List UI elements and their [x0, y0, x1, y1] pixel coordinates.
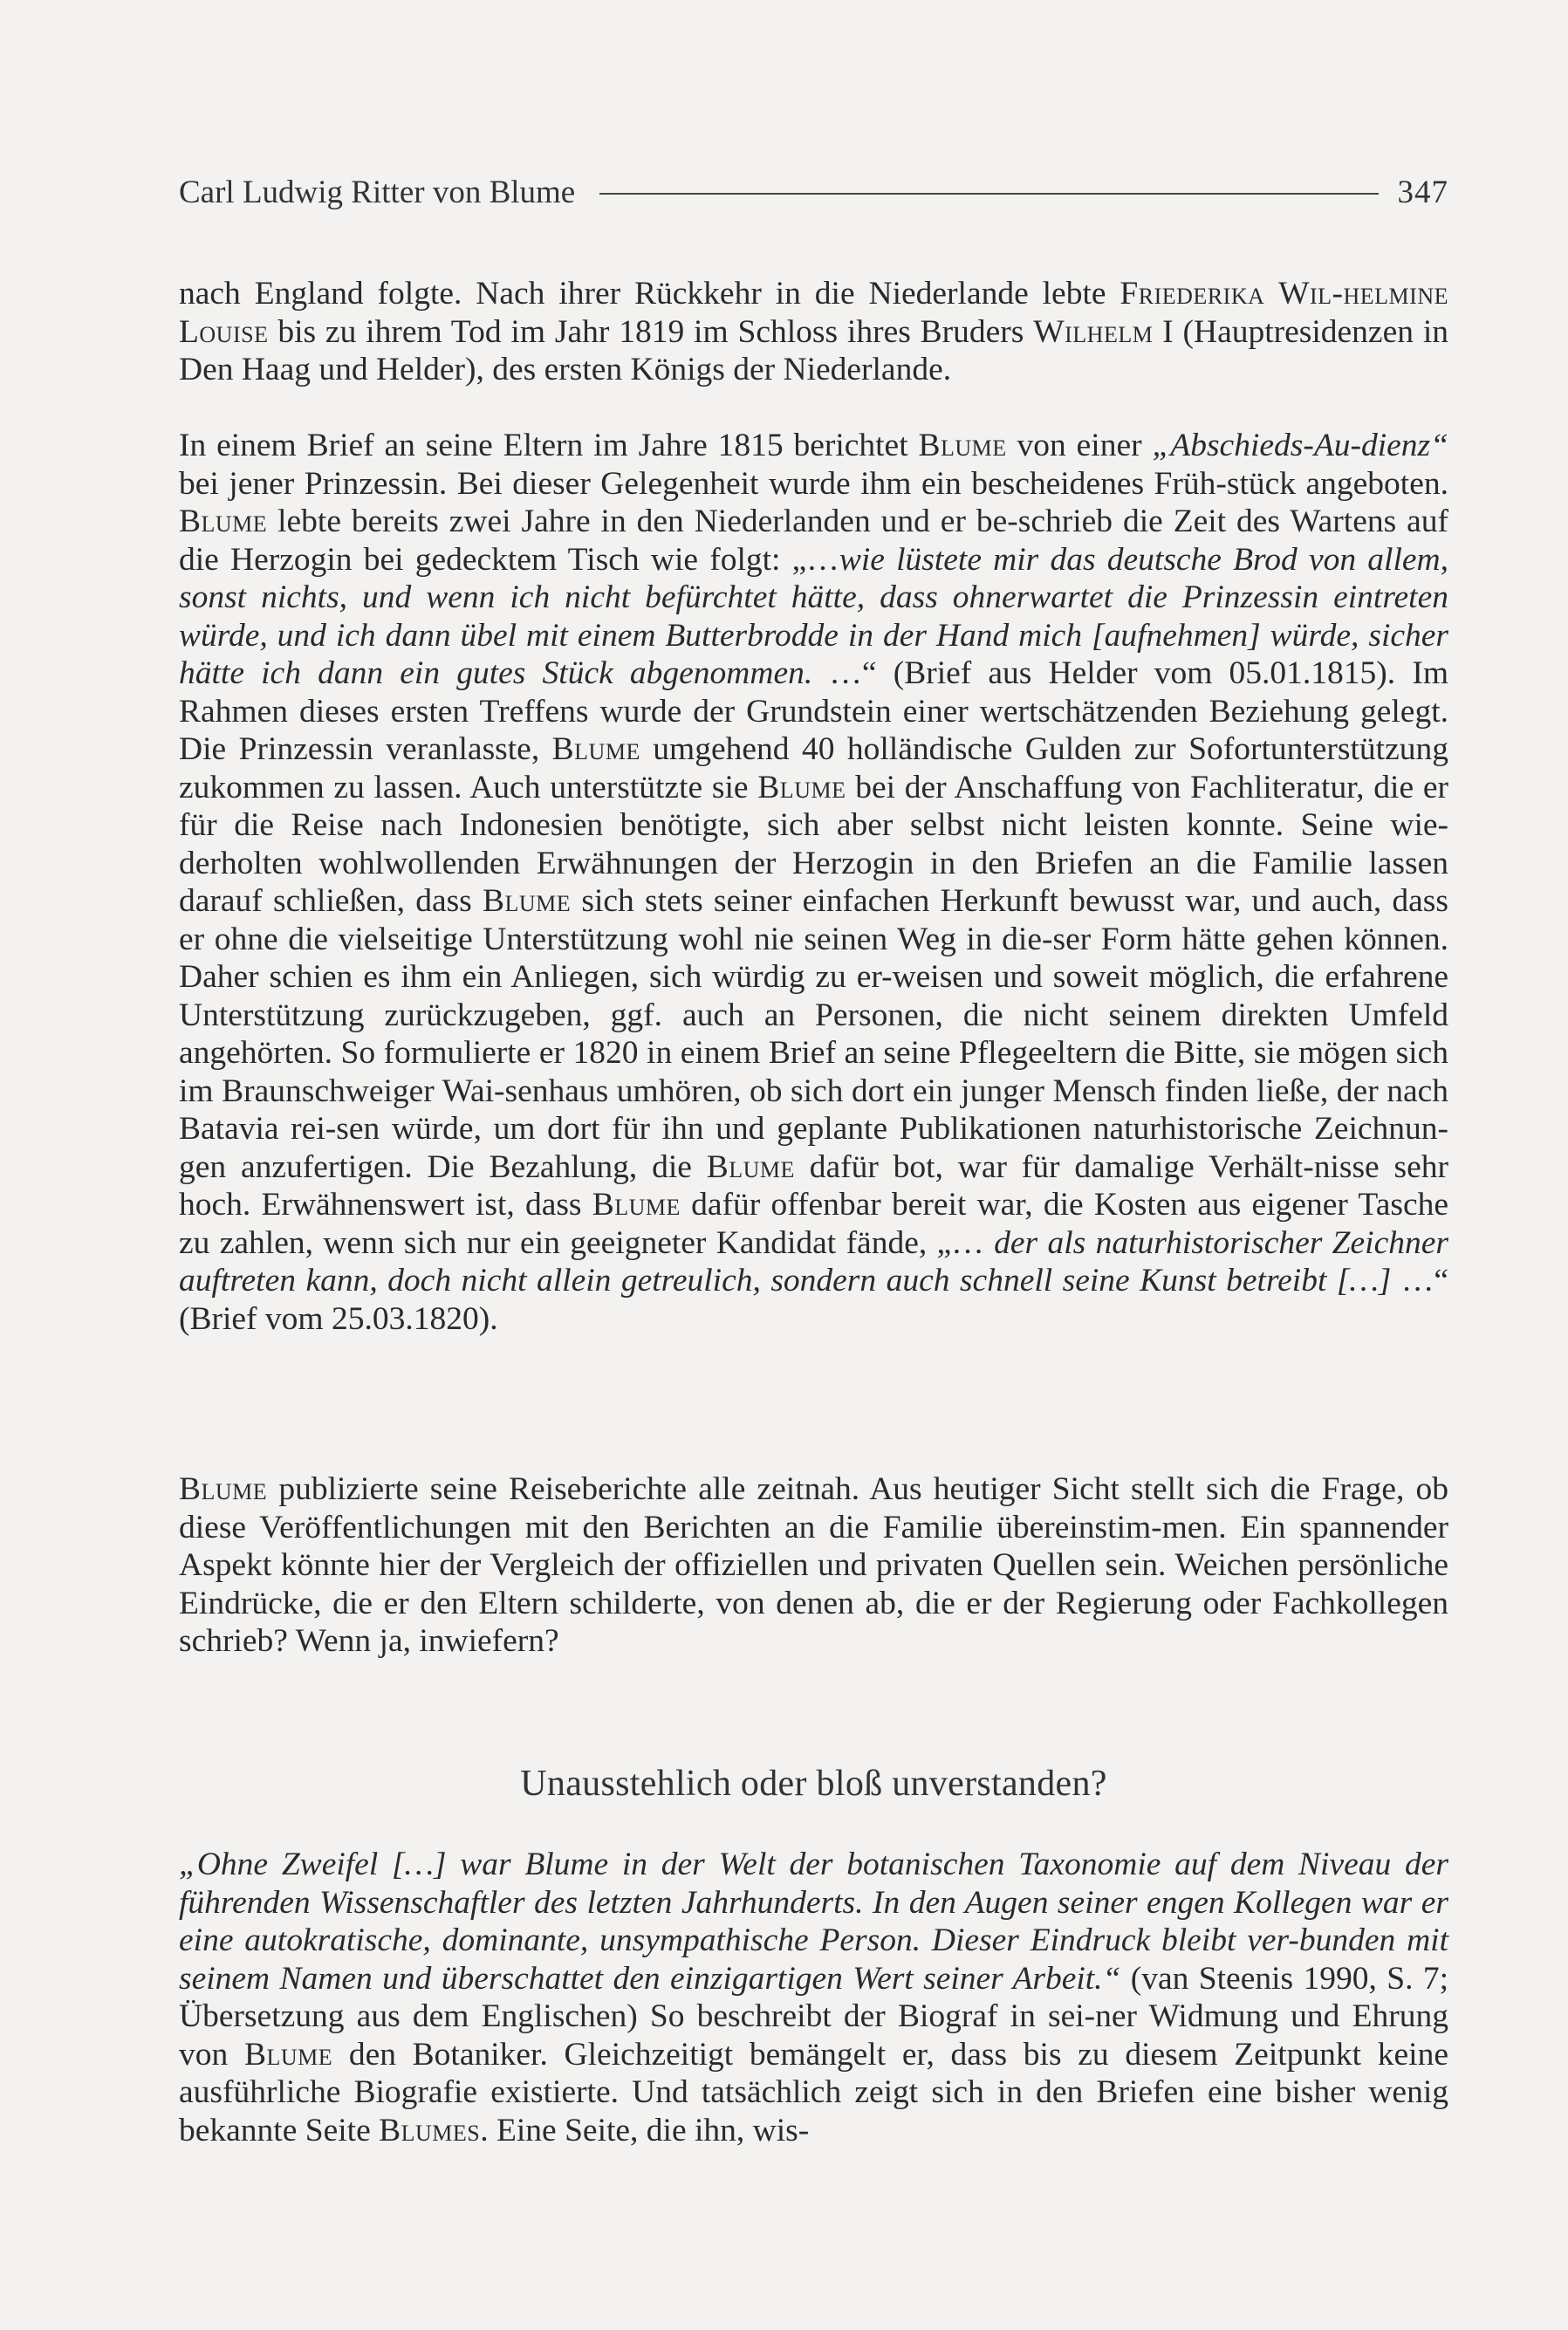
person-name: Blume	[706, 1148, 795, 1185]
text-segment: (van Steenis 1990, S. 7; Übersetzung aus dem Englischen) So beschreibt der Biograf in sei-ner Widmung und Ehrung von	[179, 1960, 1449, 2073]
section-heading: Unausstehlich oder bloß unverstanden?	[520, 1764, 1107, 1804]
quote: der als naturhistorischer Zeichner auftreten kann, doch nicht allein getreulich, sondern auch schnell seine Kunst betreibt […]	[179, 1224, 1448, 1299]
text-segment: …“ (Brief aus Helder vom 05.01.1815). Im Rahmen dieses ersten Treffens wurde der Grundstein einer wertschätzenden Beziehung gelegt. Die Prinzessin veranlasste,	[179, 655, 1448, 767]
text-segment: von einer	[1006, 428, 1153, 463]
running-title: Carl Ludwig Ritter von Blume	[179, 174, 576, 210]
person-name: Blumes	[379, 2112, 481, 2148]
person-name: Blume	[179, 1471, 268, 1507]
person-name: Blume	[757, 769, 846, 805]
text-segment: In einem Brief an seine Eltern im Jahre 1815 berichtet	[179, 428, 919, 463]
text-segment: umgehend 40 holländische Gulden zur Sofortunterstützung zukommen zu lassen. Auch unterstützte sie	[179, 731, 1448, 805]
text-segment: dafür bot, war für damalige Verhält-nisse sehr hoch. Erwähnenswert ist, dass	[179, 1148, 1448, 1223]
text-segment: …“ (Brief vom 25.03.1820).	[179, 1263, 1448, 1337]
text-segment: lebte bereits zwei Jahre in den Niederlanden und er be-schrieb die Zeit des Wartens auf die Herzogin bei gedecktem Tisch wie folgt: „…	[179, 504, 1448, 578]
quote: wie lüstete mir das deutsche Brod von allem, sonst nichts, und wenn ich nicht befürchtet hätte, dass ohnerwartet die Prinzessin eintreten würde, und ich dann übel mit einem Butterbrodde in der Hand mich [aufnehmen] würde, sicher hätte ich dann ein gutes Stück abgenommen.	[179, 541, 1448, 691]
paragraph-3	[179, 1470, 1448, 1661]
person-name: Blume	[551, 731, 640, 767]
running-header	[179, 166, 1448, 218]
text-segment: den Botaniker. Gleichzeitigt bemängelt er, dass bis zu diesem Zeitpunkt keine ausführliche Biografie existierte. Und tatsächlich zeigt sich in den Briefen eine bisher wenig bekannte Seite	[179, 2036, 1448, 2148]
person-name: Blume	[918, 428, 1007, 463]
quote: „Ohne Zweifel […] war Blume in der Welt der botanischen Taxonomie auf dem Niveau der führenden Wissenschaftler des letzten Jahrhunderts. In den Augen seiner engen Kollegen war er eine autokratische, dominante, unsympathische Person. Dieser Eindruck bleibt ver-bunden mit seinem Namen und überschattet den einzigartigen Wert seiner Arbeit.“	[179, 1847, 1448, 1997]
header-rule	[599, 193, 1378, 195]
text-segment: I (Hauptresidenzen in Den Haag und Helder), des ersten Königs der Niederlande.	[179, 313, 1448, 387]
text-segment: bei jener Prinzessin. Bei dieser Gelegenheit wurde ihm ein bescheidenes Früh-stück angeboten.	[179, 465, 1448, 502]
paragraph-4	[179, 1846, 1448, 2149]
quote: „Abschieds-Au-dienz“	[1152, 428, 1448, 463]
page-number: 347	[1397, 174, 1448, 210]
person-name: Wilhelm	[1033, 313, 1154, 350]
paragraph-2	[179, 427, 1448, 1338]
text-segment: publizierte seine Reiseberichte alle zeitnah. Aus heutiger Sicht stellt sich die Frage, ob diese Veröffentlichungen mit den Berichten an die Familie übereinstim-men. Ein spannender Aspekt könnte hier der Vergleich der offiziellen und privaten Quellen sein. Weichen persönliche Eindrücke, die er den Eltern schilderte, von denen ab, die er der Regierung oder Fachkollegen schrieb? Wenn ja, inwiefern?	[179, 1471, 1448, 1659]
text-segment: nach England folgte. Nach ihrer Rückkehr in die Niederlande lebte	[179, 276, 1120, 312]
person-name: Blume	[592, 1187, 681, 1223]
text-segment: sich stets seiner einfachen Herkunft bewusst war, und auch, dass er ohne die vielseitige Unterstützung wohl nie seinen Weg in die-ser Form hätte gehen können. Daher schien es ihm ein Anliegen, sich würdig zu er-weisen und soweit möglich, die erfahrene Unterstützung zurückzugeben, ggf. auch an Personen, die nicht seinem direkten Umfeld angehörten. So formulierte er 1820 in einem Brief an seine Pflegeeltern die Bitte, sie mögen sich im Braunschweiger Wai-senhaus umhören, ob sich dort ein junger Mensch finden ließe, der nach Batavia rei-sen würde, um dort für ihn und geplante Publikationen naturhistorische Zeichnun-gen anzufertigen. Die Bezahlung, die	[179, 883, 1448, 1185]
person-name: Blume	[179, 504, 268, 539]
person-name: Blume	[483, 883, 572, 919]
person-name: Blume	[243, 2036, 333, 2073]
text-segment: bis zu ihrem Tod im Jahr 1819 im Schloss ihres Bruders	[268, 313, 1034, 350]
text-segment: bei der Anschaffung von Fachliteratur, die er für die Reise nach Indonesien benötigte, sich aber selbst nicht leisten konnte. Seine wie-derholten wohlwollenden Erwähnungen der Herzogin in den Briefen an die Familie lassen darauf schließen, dass	[179, 769, 1448, 919]
text-segment: dafür offenbar bereit war, die Kosten aus eigener Tasche zu zahlen, wenn sich nur ein geeigneter Kandidat fände, „…	[179, 1187, 1448, 1261]
text-segment: . Eine Seite, die ihn, wis-	[480, 2112, 810, 2148]
person-name: Friederika Wil-helmine Louise	[179, 276, 1448, 350]
paragraph-1	[179, 275, 1448, 389]
